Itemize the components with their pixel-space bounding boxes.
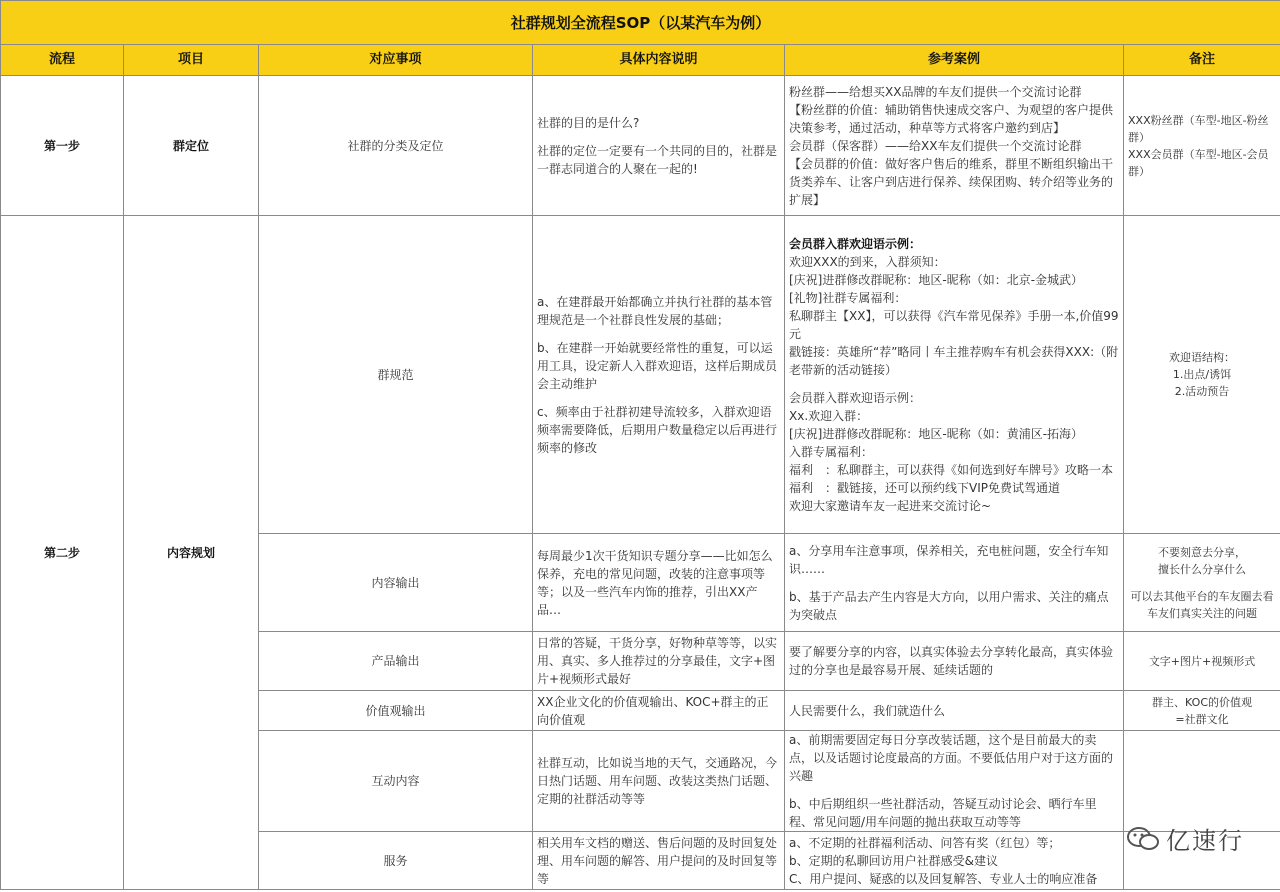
note-line: 群主、KOC的价值观	[1152, 695, 1252, 709]
header-desc: 具体内容说明	[533, 45, 785, 76]
desc-cell	[533, 632, 785, 691]
desc-cell	[533, 691, 785, 731]
case-line: 会员群入群欢迎语示例：	[789, 390, 922, 405]
item-cell: 服务	[259, 832, 533, 890]
case-line: b、定期的私聊回访用户社群感受&建议	[789, 853, 998, 868]
item-cell: 产品输出	[259, 632, 533, 691]
note-cell	[1124, 216, 1280, 534]
case-cell	[785, 731, 1124, 832]
desc-cell	[533, 76, 785, 216]
header-row	[1, 45, 1280, 76]
case-cell	[785, 216, 1124, 534]
note-line: 2.活动预告	[1174, 385, 1230, 398]
desc-line: 社群的定位一定要有一个共同的目的，社群是一群志同道合的人聚在一起的!	[537, 143, 778, 176]
header-item: 对应事项	[259, 45, 533, 76]
desc-cell	[533, 216, 785, 534]
case-line: 人民需要什么，我们就造什么	[789, 703, 946, 718]
case-line: a、前期需要固定每日分享改装话题，这个是目前最大的卖点，以及话题讨论度最高的方面。不要低估用户对于这方面的兴趣	[789, 733, 1114, 783]
watermark-text: 亿速行	[1166, 827, 1244, 855]
note-cell	[1124, 534, 1280, 632]
desc-line: 每周最少1次干货知识专题分享——比如怎么保养，充电的常见问题，改装的注意事项等等；以及一些汽车内饰的推荐，引出XX产品…	[537, 548, 773, 617]
desc-line: 日常的答疑，干货分享，好物种草等等，以实用、真实、多人推荐过的分享最佳，文字+图片+视频形式最好	[537, 636, 778, 686]
case-line: a、不定期的社群福利活动、问答有奖（红包）等；	[789, 835, 1061, 850]
title-row	[1, 1, 1280, 45]
case-line: 福利 ：私聊群主，可以获得《如何选到好车牌号》攻略一本	[789, 462, 1114, 477]
table-row	[1, 76, 1280, 216]
note-line: =社群文化	[1175, 712, 1229, 726]
case-line: [庆祝]进群修改群昵称：地区-昵称（如：北京-金城武）	[789, 272, 1084, 287]
project-cell: 群定位	[124, 76, 259, 216]
note-cell	[1124, 76, 1280, 216]
case-line: 会员群（保客群）——给XX车友们提供一个交流讨论群	[789, 138, 1082, 153]
table-row	[1, 216, 1280, 534]
desc-line: 社群的目的是什么?	[537, 115, 640, 130]
note-line: XXX粉丝群（车型-地区-粉丝群）	[1128, 113, 1269, 144]
case-line: a、分享用车注意事项，保养相关，充电桩问题，安全行车知识……	[789, 543, 1109, 576]
case-title: 会员群入群欢迎语示例：	[789, 236, 922, 251]
case-line: 粉丝群——给想买XX品牌的车友们提供一个交流讨论群	[789, 84, 1082, 99]
case-line: 福利 ：戳链接，还可以预约线下VIP免费试驾通道	[789, 480, 1060, 495]
desc-line: XX企业文化的价值观输出、KOC+群主的正向价值观	[537, 694, 769, 727]
header-flow: 流程	[1, 45, 124, 76]
case-line: 【会员群的价值：做好客户售后的维系，群里不断组织输出干货类养车、让客户到店进行保养、续保团购、转介绍等业务的扩展】	[789, 156, 1114, 207]
item-cell: 群规范	[259, 216, 533, 534]
note-cell	[1124, 731, 1280, 832]
note-line: 1.出点/诱饵	[1172, 368, 1232, 381]
case-line: b、基于产品去产生内容是大方向，以用户需求、关注的痛点为突破点	[789, 589, 1109, 622]
case-line: 【粉丝群的价值：辅助销售快速成交客户、为观望的客户提供决策参考，通过活动，种草等方式将客户邀约到店】	[789, 102, 1114, 135]
header-case: 参考案例	[785, 45, 1124, 76]
case-line: [礼物]社群专属福利：	[789, 290, 907, 305]
desc-line: 相关用车文档的赠送、售后问题的及时回复处理、用车问题的解答、用户提问的及时回复等等	[537, 835, 778, 886]
desc-line: b、在建群一开始就要经常性的重复，可以运用工具，设定新人入群欢迎语，这样后期成员会主动维护	[537, 340, 778, 391]
flow-cell: 第一步	[1, 76, 124, 216]
flow-cell: 第二步	[1, 216, 124, 890]
note-line: XXX会员群（车型-地区-会员群）	[1128, 147, 1269, 178]
case-line: [庆祝]进群修改群昵称：地区-昵称（如：黄浦区-拓海）	[789, 426, 1084, 441]
note-line: 欢迎语结构：	[1169, 351, 1236, 364]
item-cell: 互动内容	[259, 731, 533, 832]
table-title: 社群规划全流程SOP（以某汽车为例）	[1, 1, 1280, 45]
note-line: 不要刻意去分享，	[1158, 545, 1247, 559]
case-line: b、中后期组织一些社群活动，答疑互动讨论会、晒行车里程、常见问题/用车问题的抛出获取互动等等	[789, 797, 1097, 829]
case-cell	[785, 534, 1124, 632]
header-project: 项目	[124, 45, 259, 76]
project-cell: 内容规划	[124, 216, 259, 890]
note-line: 可以去其他平台的车友圈去看车友们真实关注的问题	[1130, 589, 1274, 620]
case-line: 欢迎大家邀请车友一起进来交流讨论~	[789, 498, 992, 513]
case-line: C、用户提问、疑惑的以及回复解答、专业人士的响应准备	[789, 871, 1098, 886]
case-cell	[785, 691, 1124, 731]
case-line: 欢迎XXX的到来，入群须知：	[789, 254, 946, 269]
case-line: 戳链接：英雄所“荐”略同丨车主推荐购车有机会获得XXX:（附老带新的活动链接）	[789, 344, 1119, 377]
note-line: 擅长什么分享什么	[1158, 562, 1247, 576]
watermark	[1126, 821, 1244, 856]
item-cell: 内容输出	[259, 534, 533, 632]
desc-line: c、频率由于社群初建导流较多，入群欢迎语频率需要降低，后期用户数量稳定以后再进行频率的修改	[537, 404, 778, 455]
header-note: 备注	[1124, 45, 1280, 76]
desc-line: a、在建群最开始都确立并执行社群的基本管理规范是一个社群良性发展的基础；	[537, 294, 773, 327]
desc-cell	[533, 731, 785, 832]
case-line: 要了解要分享的内容，以真实体验去分享转化最高，真实体验过的分享也是最容易开展、延续话题的	[789, 645, 1114, 677]
case-line: 私聊群主【XX】，可以获得《汽车常见保养》手册一本,价值99元	[789, 308, 1119, 341]
item-cell: 价值观输出	[259, 691, 533, 731]
desc-cell	[533, 832, 785, 890]
item-cell: 社群的分类及定位	[259, 76, 533, 216]
chat-bubble-icon	[1126, 825, 1160, 853]
case-line: 入群专属福利：	[789, 444, 874, 459]
case-line: Xx.欢迎入群：	[789, 408, 869, 423]
note-cell	[1124, 632, 1280, 691]
note-cell	[1124, 691, 1280, 731]
case-cell	[785, 832, 1124, 890]
case-cell	[785, 632, 1124, 691]
case-cell	[785, 76, 1124, 216]
desc-line: 社群互动，比如说当地的天气，交通路况，今日热门话题、用车问题、改装这类热门话题、定期的社群活动等等	[537, 756, 778, 806]
desc-cell	[533, 534, 785, 632]
note-line: 文字+图片+视频形式	[1148, 654, 1256, 668]
